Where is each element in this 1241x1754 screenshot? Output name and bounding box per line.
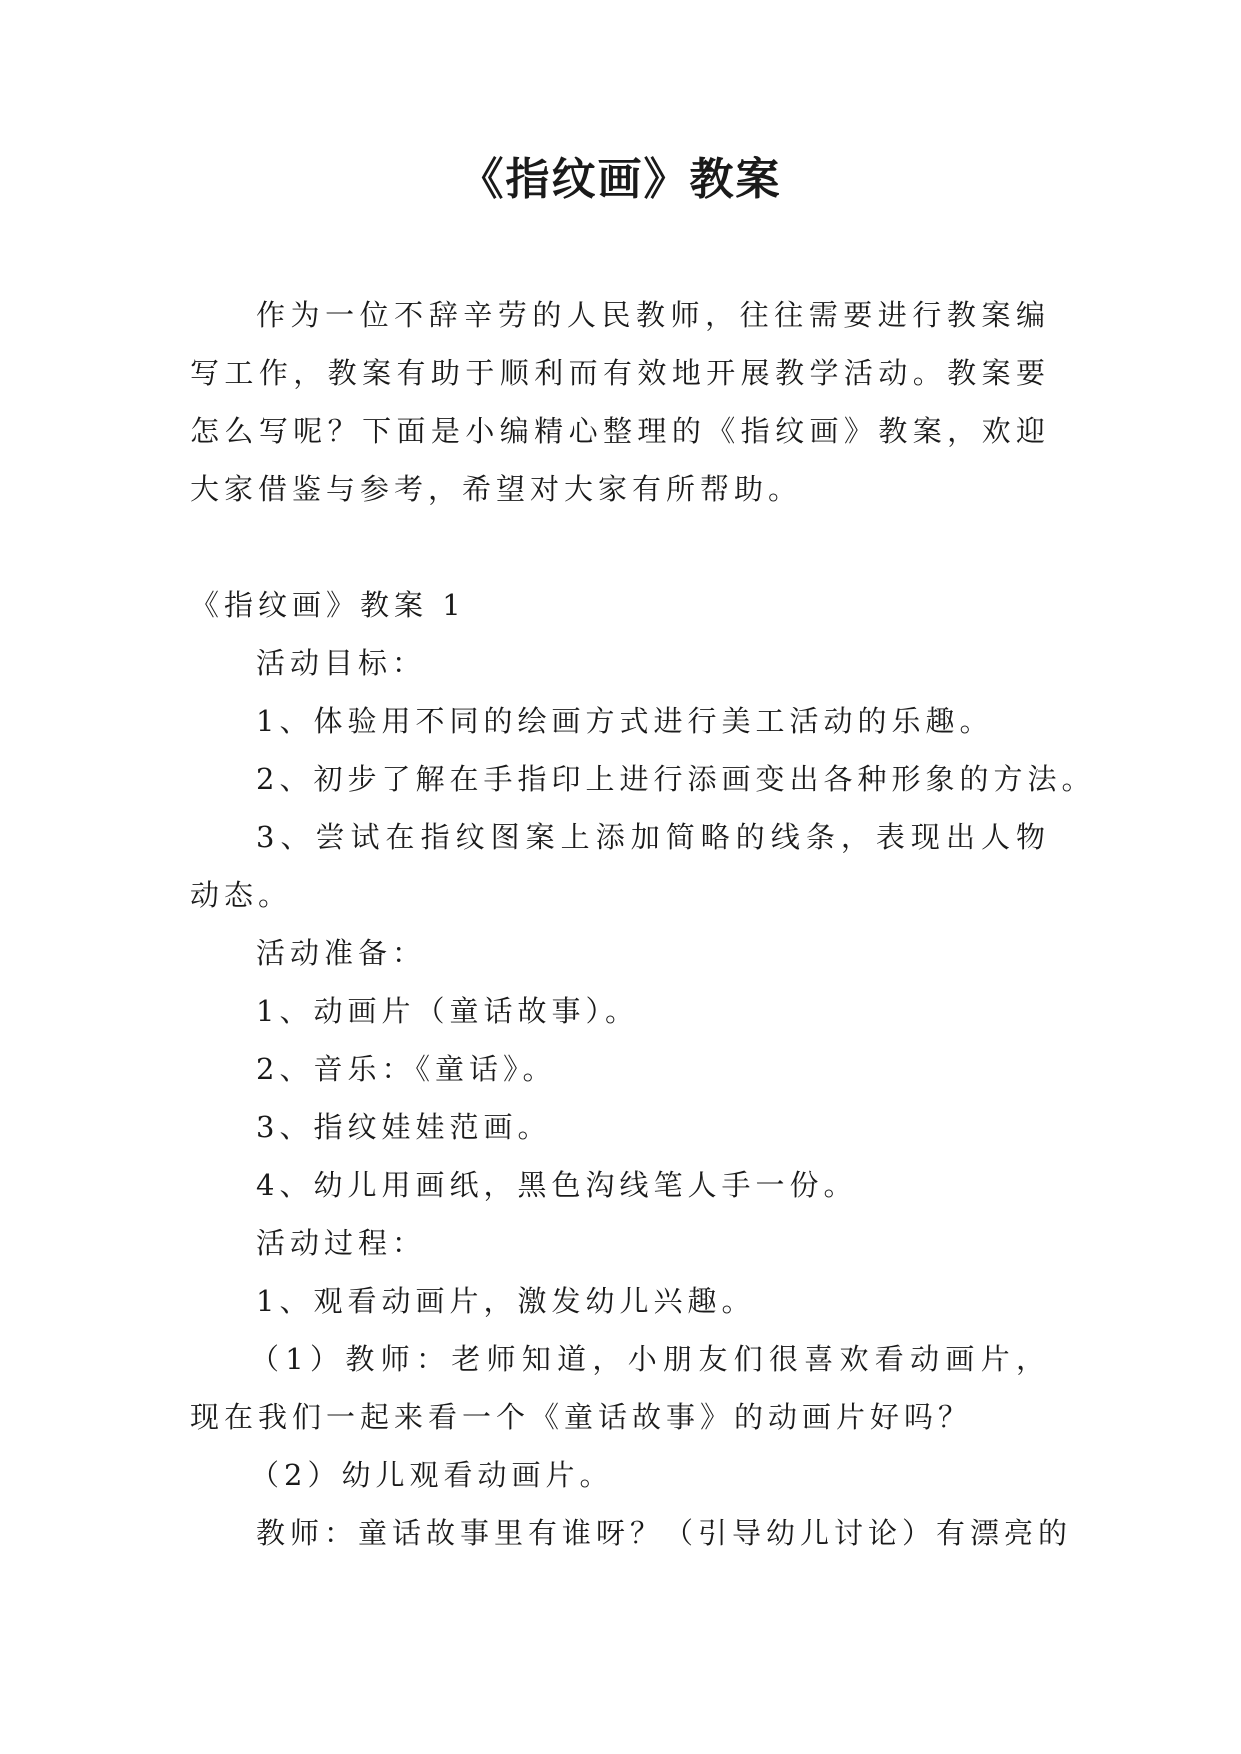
preparation-heading: 活动准备： bbox=[256, 936, 427, 970]
objective-item: 2、初步了解在手指印上进行添画变出各种形象的方法。 bbox=[256, 762, 1096, 796]
process-item: （2）幼儿观看动画片。 bbox=[250, 1458, 614, 1492]
objective-item: 1、体验用不同的绘画方式进行美工活动的乐趣。 bbox=[256, 704, 994, 738]
section-heading: 《指纹画》教案 1 bbox=[190, 588, 466, 622]
preparation-item: 4、幼儿用画纸，黑色沟线笔人手一份。 bbox=[256, 1168, 858, 1202]
process-item: （1）教师：老师知道，小朋友们很喜欢看动画片，现在我们一起来看一个《童话故事》的动画片好吗？ bbox=[190, 1342, 1050, 1434]
lesson-plan-section bbox=[190, 576, 1096, 1562]
preparation-item: 1、动画片（童话故事）。 bbox=[256, 994, 639, 1028]
intro-paragraph: 作为一位不辞辛劳的人民教师，往往需要进行教案编写工作，教案有助于顺利而有效地开展教学活动。教案要怎么写呢？下面是小编精心整理的《指纹画》教案，欢迎大家借鉴与参考，希望对大家有所帮助。 bbox=[190, 298, 1050, 506]
objectives-heading: 活动目标： bbox=[256, 646, 427, 680]
process-heading: 活动过程： bbox=[256, 1226, 427, 1260]
document-title: 《指纹画》教案 bbox=[459, 154, 782, 205]
preparation-item: 3、指纹娃娃范画。 bbox=[256, 1110, 552, 1144]
process-item: 教师：童话故事里有谁呀？（引导幼儿讨论）有漂亮的 bbox=[256, 1516, 1073, 1550]
preparation-item: 2、音乐：《童话》。 bbox=[256, 1052, 557, 1086]
process-item: 1、观看动画片，激发幼儿兴趣。 bbox=[256, 1284, 756, 1318]
objective-item: 3、尝试在指纹图案上添加简略的线条，表现出人物动态。 bbox=[190, 820, 1050, 912]
